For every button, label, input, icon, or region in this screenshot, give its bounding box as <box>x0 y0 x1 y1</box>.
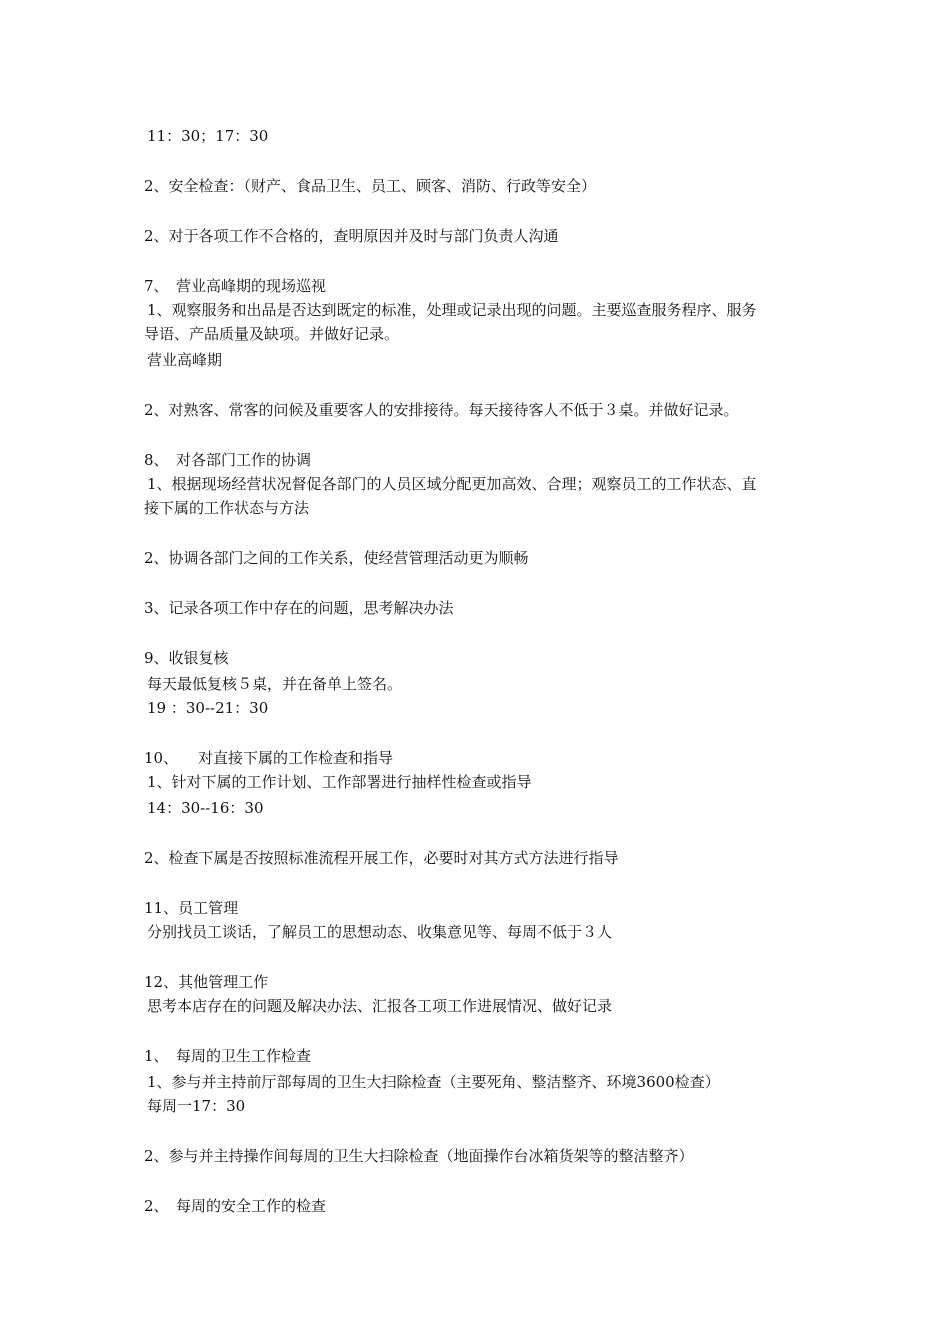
time-range-line: 19 ：30--21：30 <box>147 699 269 717</box>
section-heading: 11、员工管理 <box>144 899 239 917</box>
section-heading <box>144 748 393 768</box>
item-text: 分别找员工谈话，了解员工的思想动态、收集意见等、每周不低于３人 <box>147 923 613 941</box>
section-number: 1、 <box>144 1047 169 1065</box>
item-text: 接下属的工作状态与方法 <box>144 499 310 517</box>
section-number: 2、 <box>144 1197 169 1215</box>
section-number: 8、 <box>144 451 169 469</box>
item-text: 2、安全检查：（财产、食品卫生、员工、顾客、消防、行政等安全） <box>144 177 597 195</box>
item-text: 3、记录各项工作中存在的问题，思考解决办法 <box>144 599 454 617</box>
time-note: 每周一17：30 <box>147 1097 246 1115</box>
section-heading <box>144 450 311 470</box>
time-range-line: 14：30--16：30 <box>147 799 264 817</box>
section-number: 10、 <box>144 749 179 767</box>
section-heading: 12、其他管理工作 <box>144 973 269 991</box>
item-text: 1、根据现场经营状况督促各部门的人员区域分配更加高效、合理；观察员工的工作状态、直 <box>147 475 757 493</box>
item-text: 2、协调各部门之间的工作关系，使经营管理活动更为顺畅 <box>144 549 529 567</box>
item-text: 思考本店存在的问题及解决办法、汇报各工项工作进展情况、做好记录 <box>147 997 613 1015</box>
section-title: 对各部门工作的协调 <box>176 451 312 469</box>
item-text: 2、参与并主持操作间每周的卫生大扫除检查（地面操作台冰箱货架等的整洁整齐） <box>144 1147 694 1165</box>
item-text: 1、针对下属的工作计划、工作部署进行抽样性检查或指导 <box>147 773 532 791</box>
item-text: 2、对于各项工作不合格的，查明原因并及时与部门负责人沟通 <box>144 227 559 245</box>
item-text: 1、参与并主持前厅部每周的卫生大扫除检查（主要死角、整洁整齐、环境3600检查） <box>147 1073 720 1091</box>
section-heading <box>144 1046 311 1066</box>
section-title: 每周的安全工作的检查 <box>176 1197 327 1215</box>
item-text: 1、观察服务和出品是否达到既定的标准，处理或记录出现的问题。主要巡查服务程序、服务 <box>147 301 757 319</box>
section-number: 7、 <box>144 277 169 295</box>
item-text: 2、对熟客、常客的问候及重要客人的安排接待。每天接待客人不低于３桌。并做好记录。 <box>144 401 739 419</box>
time-range-line: 11：30；17：30 <box>147 127 269 145</box>
time-note: 营业高峰期 <box>147 351 223 369</box>
section-title: 营业高峰期的现场巡视 <box>176 277 327 295</box>
section-heading <box>144 276 326 296</box>
item-text: 导语、产品质量及缺项。并做好记录。 <box>144 325 400 343</box>
section-title: 对直接下属的工作检查和指导 <box>198 749 394 767</box>
section-heading <box>144 1196 326 1216</box>
item-text: 每天最低复核５桌，并在备单上签名。 <box>147 675 403 693</box>
item-text: 2、检查下属是否按照标准流程开展工作，必要时对其方式方法进行指导 <box>144 849 619 867</box>
section-title: 每周的卫生工作检查 <box>176 1047 312 1065</box>
section-heading: 9、收银复核 <box>144 649 229 667</box>
